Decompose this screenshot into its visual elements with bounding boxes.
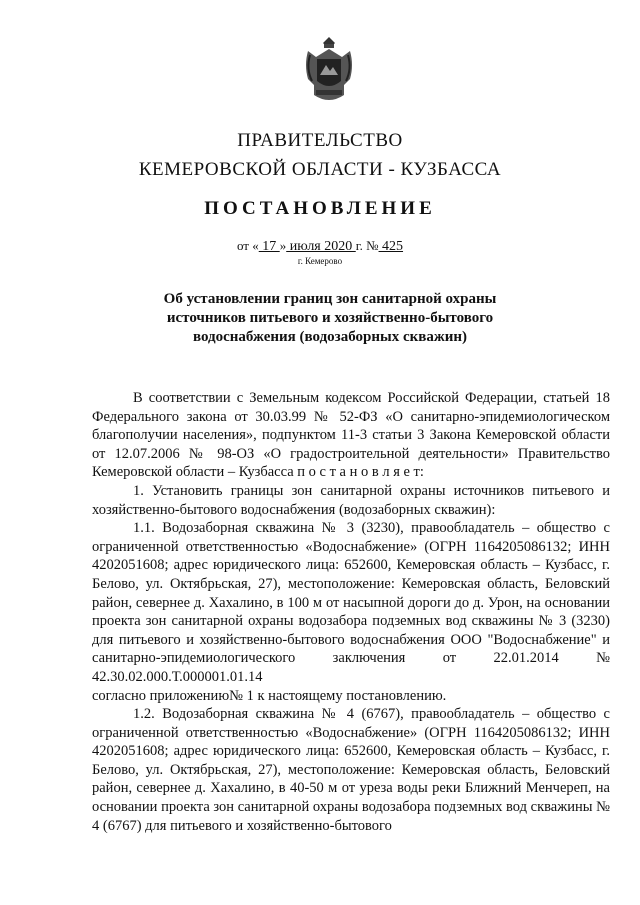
government-line-2: КЕМЕРОВСКОЙ ОБЛАСТИ - КУЗБАССА (138, 159, 502, 180)
date-mid: » (279, 238, 287, 253)
document-subject (140, 290, 520, 347)
date-prefix: от « (236, 238, 259, 253)
date-number-line (0, 238, 640, 255)
document-body (92, 389, 610, 835)
paragraph-1: 1. Установить границы зон санитарной охраны источников питьевого и хозяйственно-бытового водоснабжения (водозаборных скважин): (92, 482, 610, 518)
city-label: г. Кемерово (297, 256, 343, 266)
paragraph-preamble: В соответствии с Земельным кодексом Российской Федерации, статьей 18 Федерального закона от 30.03.99 № 52-ФЗ «О санитарно-эпидемиологическом благополучии населения», подпунктом 11-3 статьи 3 Закона Кемеровской области от 12.07.2006 № 98-ОЗ «О градостроительной деятельности» Правительство Кемеровской области – Кузбасса п о с т а н о в л я е т: (92, 390, 610, 481)
subject-line-2: источников питьевого и хозяйственно-бытового (166, 310, 494, 326)
paragraph-1-1-appendix: согласно приложению№ 1 к настоящему постановлению. (92, 687, 447, 704)
date-month-year: июля 2020 (286, 239, 356, 254)
date-year-suffix: г. № (355, 238, 379, 253)
date-day: 17 (258, 239, 280, 254)
document-type-title: ПОСТАНОВЛЕНИЕ (204, 198, 436, 219)
paragraph-1-1: 1.1. Водозаборная скважина № 3 (3230), правообладатель – общество с ограниченной ответственностью «Водоснабжение» (ОГРН 1164205086132; ИНН 4202051608; адрес юридического лица: 652600, Кемеровская область – Кузбасс, г. Белово, ул. Октябрьская, 27), местоположение: Кемеровская область, Беловский район, севернее д. Хахалино, в 100 м от насыпной дороги до д. Урон, на основании проекта зон санитарной охраны водозабора подземных вод скважины № 3 (3230) для питьевого и хозяйственно-бытового водоснабжения ООО "Водоснабжение" и санитарно-эпидемиологического заключения от 22.01.2014 № 42.30.02.000.Т.000001.01.14 (92, 520, 610, 685)
subject-line-3: водоснабжения (водозаборных скважин) (192, 329, 468, 345)
document-number: 425 (378, 239, 404, 254)
subject-line-1: Об установлении границ зон санитарной охраны (163, 291, 497, 307)
coat-of-arms-emblem (300, 35, 358, 105)
government-line-1: ПРАВИТЕЛЬСТВО (237, 130, 403, 151)
paragraph-1-2: 1.2. Водозаборная скважина № 4 (6767), правообладатель – общество с ограниченной ответственностью «Водоснабжение» (ОГРН 1164205086132; ИНН 4202051608; адрес юридического лица: 652600, Кемеровская область – Кузбасс, г. Белово, ул. Октябрьская, 27), местоположение: Кемеровская область, Беловский район, севернее д. Хахалино, в 40-50 м от уреза воды реки Ближний Менчереп, на основании проекта зон санитарной охраны водозабора подземных вод скважины № 4 (6767) для питьевого и хозяйственно-бытового (92, 706, 610, 834)
